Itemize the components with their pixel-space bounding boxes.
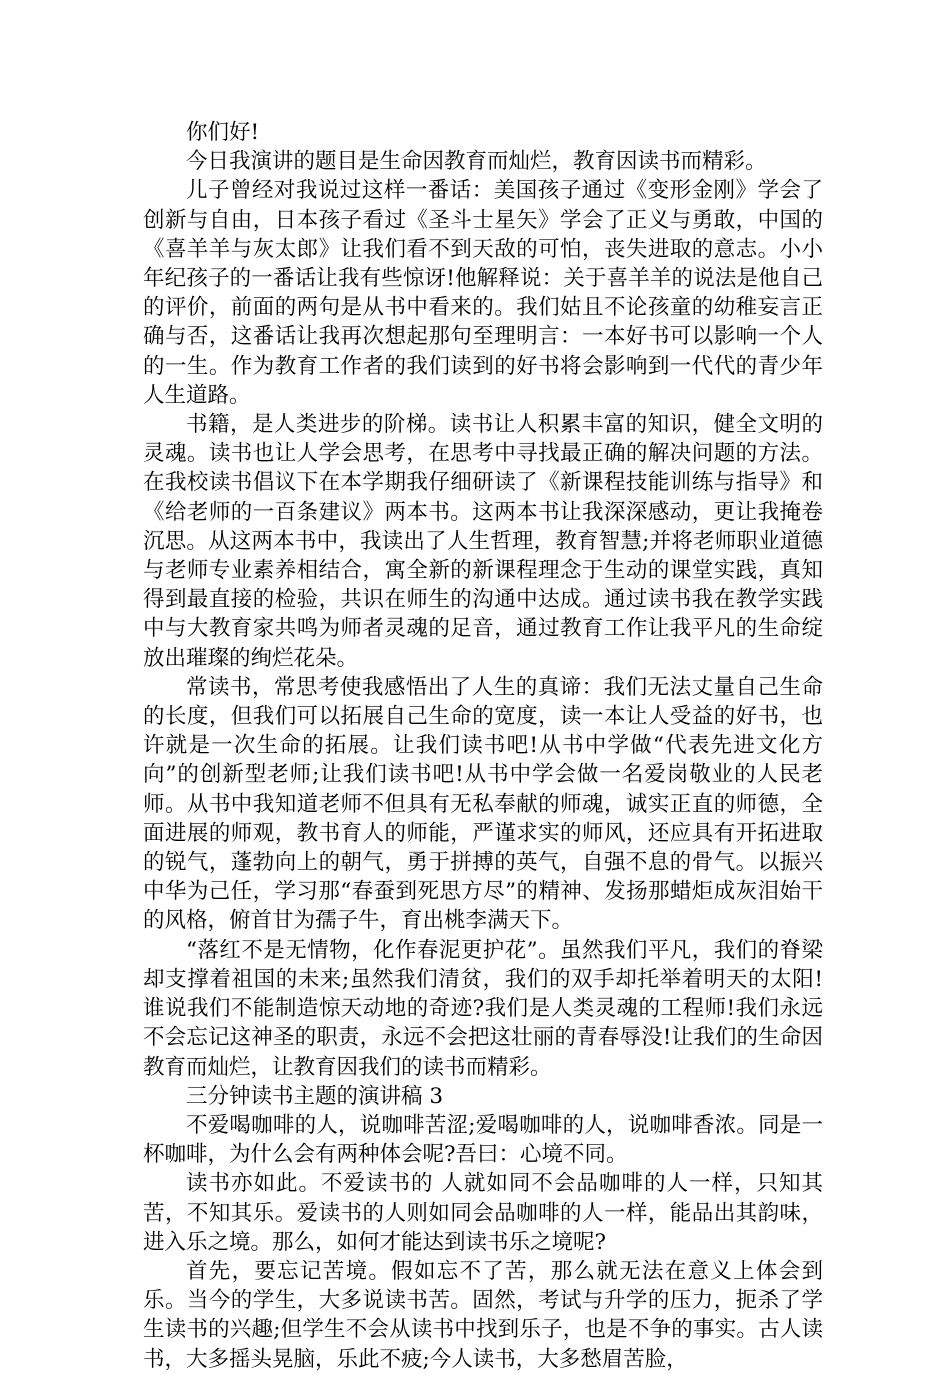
forget-bitterness-paragraph: 首先，要忘记苦境。假如忘不了苦，那么就无法在意义上体会到乐。当今的学生，大多说读书苦。固然，考试与升学的压力，扼杀了学生读书的兴趣;但学生不会从读书中找到乐子，也是不争的事实。古人读书，大多摇头晃脑，乐此不疲;今人读书，大多愁眉苦脸，	[143, 1258, 823, 1372]
speech-topic-paragraph: 今日我演讲的题目是生命因教育而灿烂，教育因读书而精彩。	[186, 149, 767, 175]
reading-thinking-paragraph: 常读书，常思考使我感悟出了人生的真谛：我们无法丈量自己生命的长度，但我们可以拓展自己生命的宽度，读一本让人受益的好书，也许就是一次生命的拓展。让我们读书吧!从书中学做“代表先进文化方向”的创新型老师;让我们读书吧!从书中学会做一名爱岗敬业的人民老师。从书中我知道老师不但具有无私奉献的师魂，诚实正直的师德，全面进展的师观，教书育人的师能，严谨求实的师风，还应具有开拓进取的锐气，蓬勃向上的朝气，勇于拼搏的英气，自强不息的骨气。以振兴中华为己任，学习那“春蚕到死思方尽”的精神、发扬那蜡炬成灰泪始干的风格，俯首甘为孺子牛，育出桃李满天下。	[143, 674, 823, 934]
section-title: 三分钟读书主题的演讲稿 3	[186, 1083, 444, 1109]
son-anecdote-paragraph: 儿子曾经对我说过这样一番话：美国孩子通过《变形金刚》学会了创新与自由，日本孩子看过《圣斗士星矢》学会了正义与勇敢，中国的《喜羊羊与灰太郎》让我们看不到天敌的可怕，丧失进取的意志。小小年纪孩子的一番话让我有些惊讶!他解释说：关于喜羊羊的说法是他自己的评价，前面的两句是从书中看来的。我们姑且不论孩童的幼稚妄言正确与否，这番话让我再次想起那句至理明言：一本好书可以影响一个人的一生。作为教育工作者的我们读到的好书将会影响到一代代的青少年人生道路。	[143, 178, 823, 408]
greeting-paragraph: 你们好!	[186, 120, 260, 145]
books-ladder-paragraph: 书籍，是人类进步的阶梯。读书让人积累丰富的知识，健全文明的灵魂。读书也让人学会思考，在思考中寻找最正确的解决问题的方法。在我校读书倡议下在本学期我仔细研读了《新课程技能训练与指导》和《给老师的一百条建议》两本书。这两本书让我深深感动，更让我掩卷沉思。从这两本书中，我读出了人生哲理，教育智慧;并将老师职业道德与老师专业素养相结合，寓全新的新课程理念于生动的课堂实践，真知得到最直接的检验，共识在师生的沟通中达成。通过读书我在教学实践中与大教育家共鸣为师者灵魂的足音，通过教育工作让我平凡的生命绽放出璀璨的绚烂花朵。	[143, 412, 823, 671]
coffee-paragraph: 不爱喝咖啡的人，说咖啡苦涩;爱喝咖啡的人，说咖啡香浓。同是一杯咖啡，为什么会有两种体会呢?吾曰：心境不同。	[143, 1112, 823, 1168]
closing-paragraph: “落红不是无情物，化作春泥更护花”。虽然我们平凡，我们的脊梁却支撑着祖国的未来;虽然我们清贫，我们的双手却托举着明天的太阳!谁说我们不能制造惊天动地的奇迹?我们是人类灵魂的工程师!我们永远不会忘记这神圣的职责，永远不会把这壮丽的青春辱没!让我们的生命因教育而灿烂，让教育因我们的读书而精彩。	[143, 937, 823, 1080]
document-page	[143, 118, 823, 1374]
reading-joy-paragraph: 读书亦如此。不爱读书的 人就如同不会品咖啡的人一样，只知其苦，不知其乐。爱读书的人则如同会品咖啡的人一样，能品出其韵味，进入乐之境。那么，如何才能达到读书乐之境呢?	[143, 1171, 823, 1255]
